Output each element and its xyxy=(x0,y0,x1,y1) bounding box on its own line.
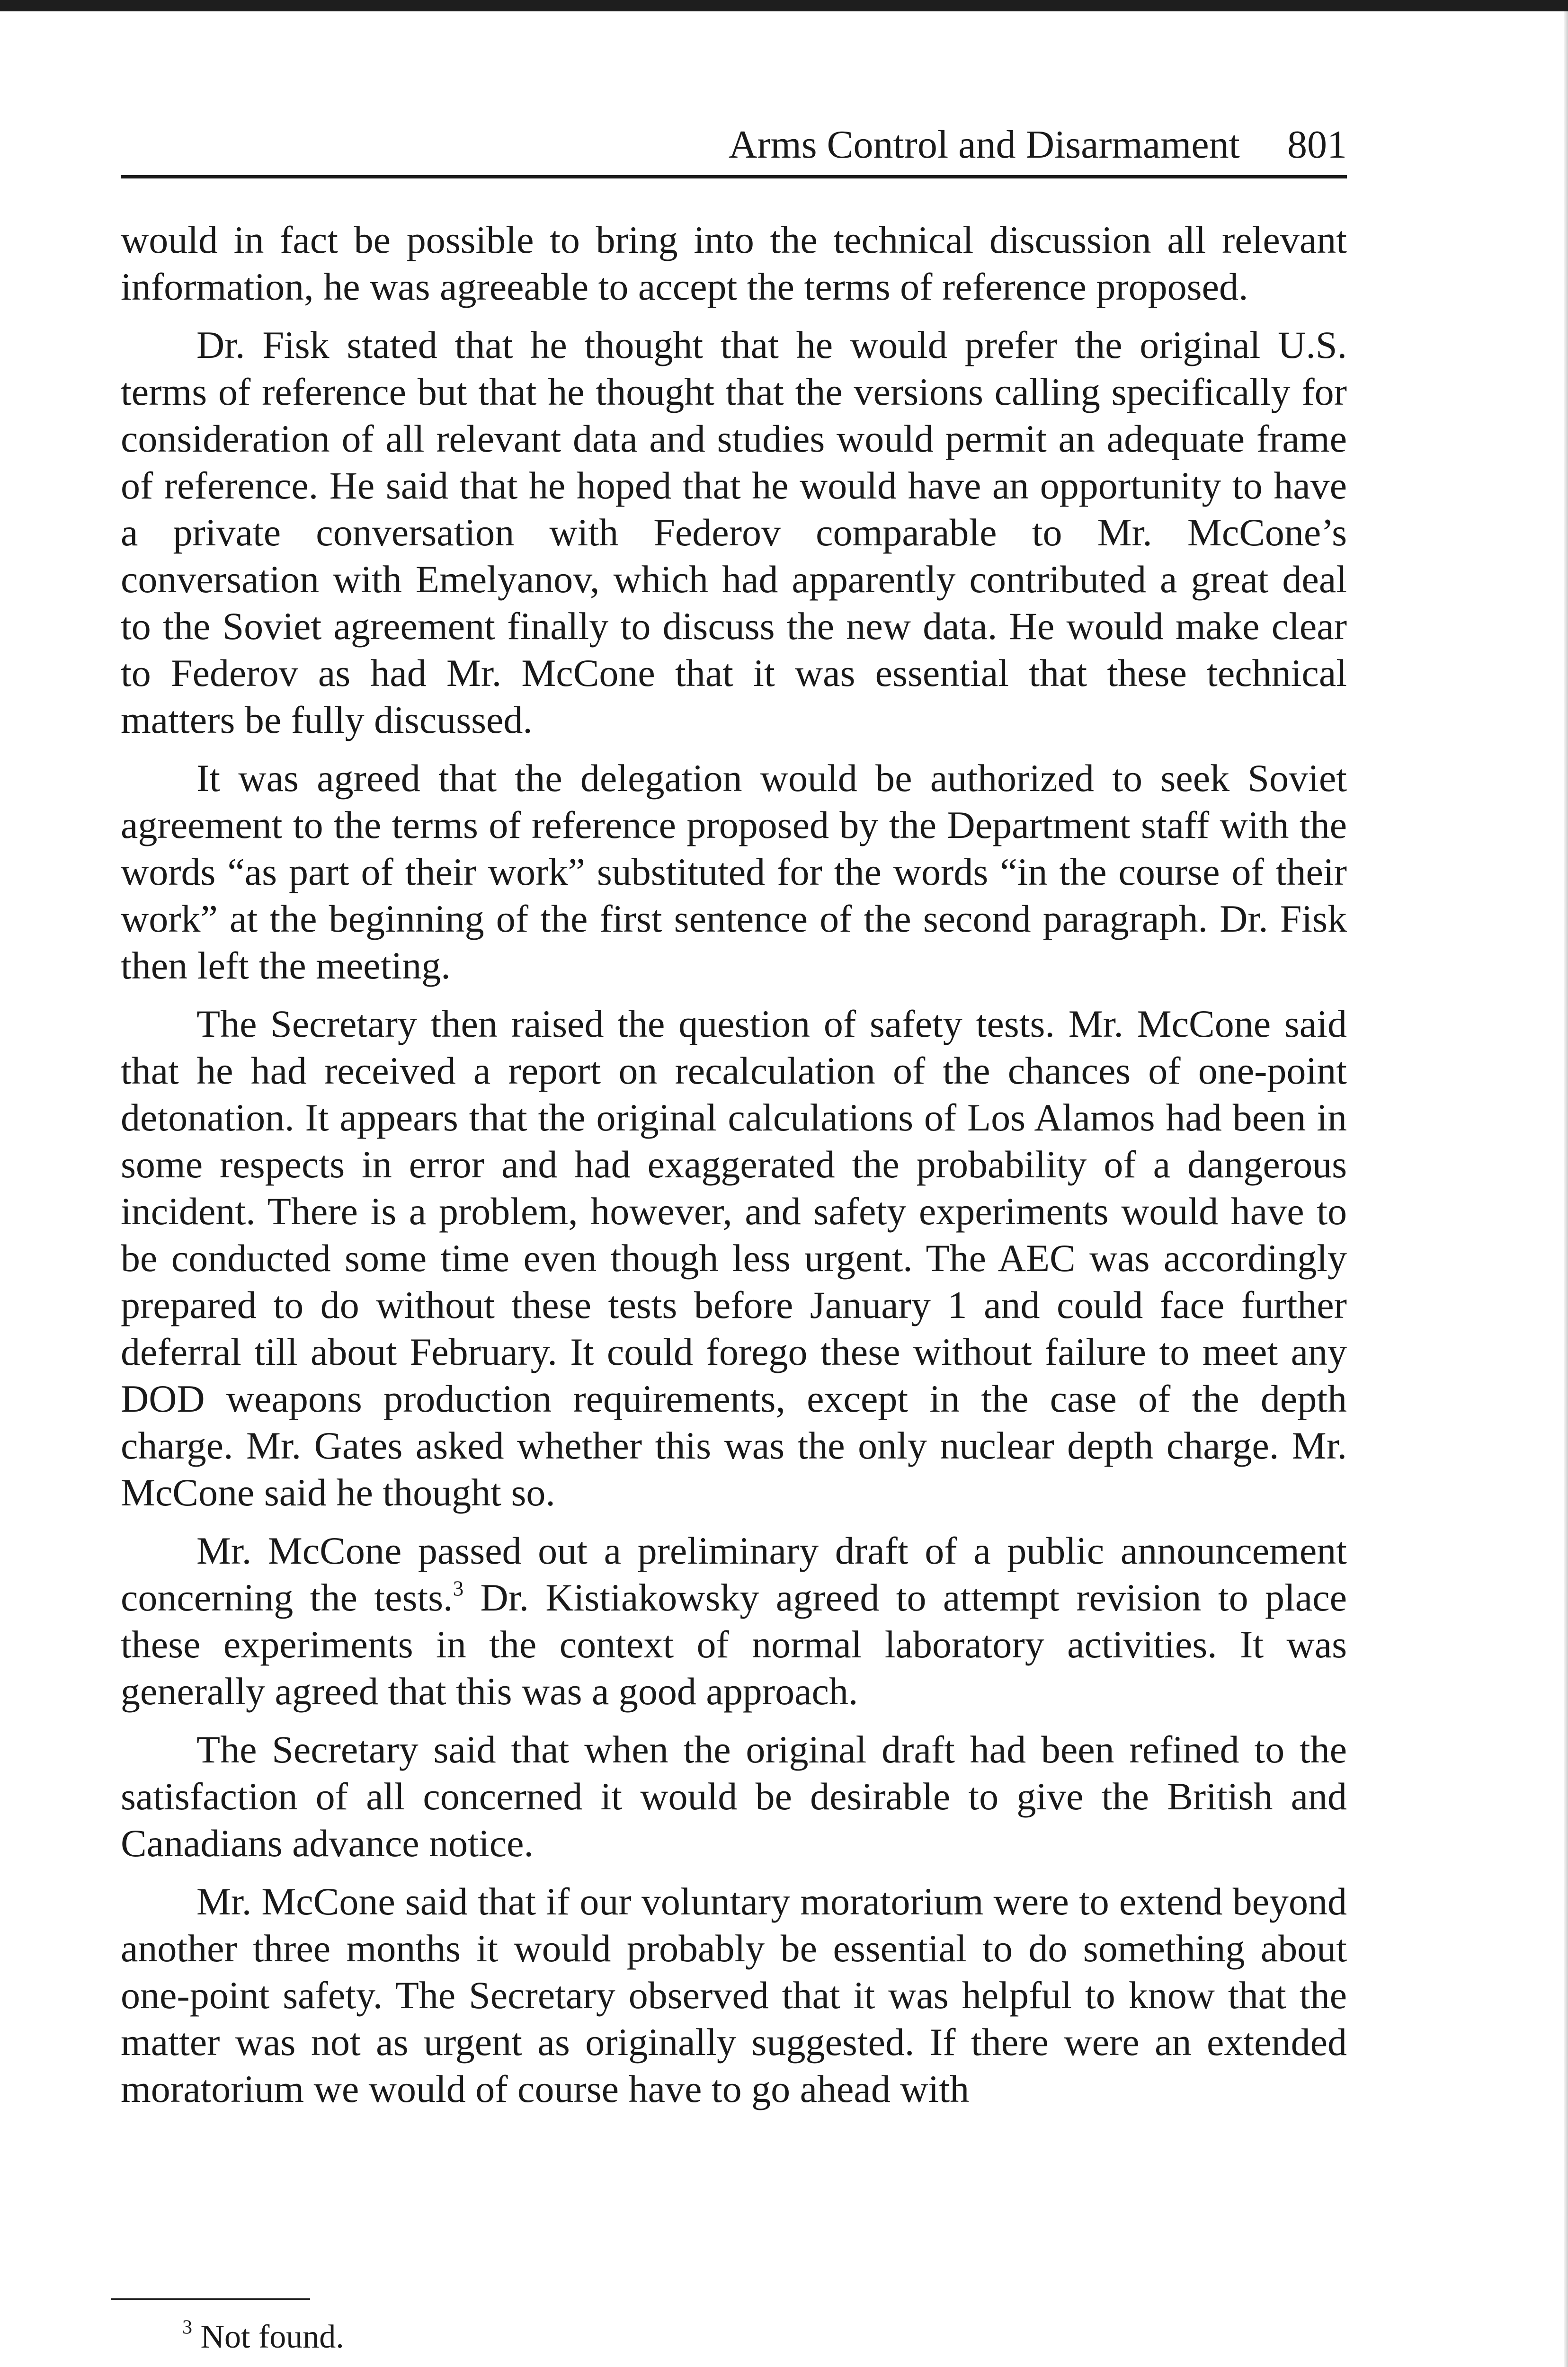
document-page xyxy=(121,123,1347,2124)
footnote xyxy=(182,2317,344,2357)
paragraph-text-before-note: Mr. McCone passed out a preliminary draft of a public announcement concerning the tests. xyxy=(121,1529,1347,1620)
paragraph-with-footnote-ref xyxy=(121,1527,1347,1715)
scan-right-edge xyxy=(1564,11,1568,2367)
footnote-text: Not found. xyxy=(200,2319,344,2355)
paragraph: The Secretary then raised the question of safety tests. Mr. McCone said that he had received a report on recalculation of the chances of one-point detonation. It appears that the original calculations of Los Alamos had been in some respects in error and had exaggerated the probability of a dangerous incident. There is a problem, however, and safety experiments would have to be conducted some time even though less urgent. The AEC was accordingly prepared to do without these tests before January 1 and could face further deferral till about February. It could forego these without failure to meet any DOD weapons production requirements, except in the case of the depth charge. Mr. Gates asked whether this was the only nuclear depth charge. Mr. McCone said he thought so. xyxy=(121,1002,1347,1514)
paragraph-text-after-note: Dr. Kistiakowsky agreed to attempt revision to place these experiments in the context of normal laboratory activities. It was generally agreed that this was a good approach. xyxy=(121,1576,1347,1713)
page-number: 801 xyxy=(1287,123,1347,167)
footnote-number: 3 xyxy=(182,2316,192,2339)
paragraph: The Secretary said that when the original draft had been refined to the satisfaction of all concerned it would be desirable to give the British and Canadians advance notice. xyxy=(121,1728,1347,1865)
paragraph: Mr. McCone said that if our voluntary moratorium were to extend beyond another three months it would probably be essential to do something about one-point safety. The Secretary observed that it was helpful to know that the matter was not as urgent as originally suggested. If there were an extended moratorium we would of course have to go ahead with xyxy=(121,1880,1347,2111)
footnote-reference: 3 xyxy=(453,1576,464,1601)
paragraph: Dr. Fisk stated that he thought that he would prefer the original U.S. terms of reference but that he thought that the versions calling specifically for consideration of all relevant data and studies would permit an adequate frame of reference. He said that he hoped that he would have an opportunity to have a private conversation with Federov comparable to Mr. McCone’s conversation with Emelyanov, which had apparently contributed a great deal to the Soviet agreement finally to discuss the new data. He would make clear to Federov as had Mr. McCone that it was essential that these technical matters be fully discussed. xyxy=(121,323,1347,742)
running-head xyxy=(121,123,1347,178)
body-text xyxy=(121,216,1347,2112)
paragraph: would in fact be possible to bring into the technical discussion all relevant information, he was agreeable to accept the terms of reference proposed. xyxy=(121,218,1347,309)
scan-top-border xyxy=(0,0,1568,11)
paragraph: It was agreed that the delegation would be authorized to seek Soviet agreement to the terms of reference proposed by the Department staff with the words “as part of their work” substituted for the words “in the course of their work” at the beginning of the first sentence of the second paragraph. Dr. Fisk then left the meeting. xyxy=(121,756,1347,988)
footnote-divider xyxy=(111,2298,310,2300)
running-head-title: Arms Control and Disarmament xyxy=(728,123,1240,167)
